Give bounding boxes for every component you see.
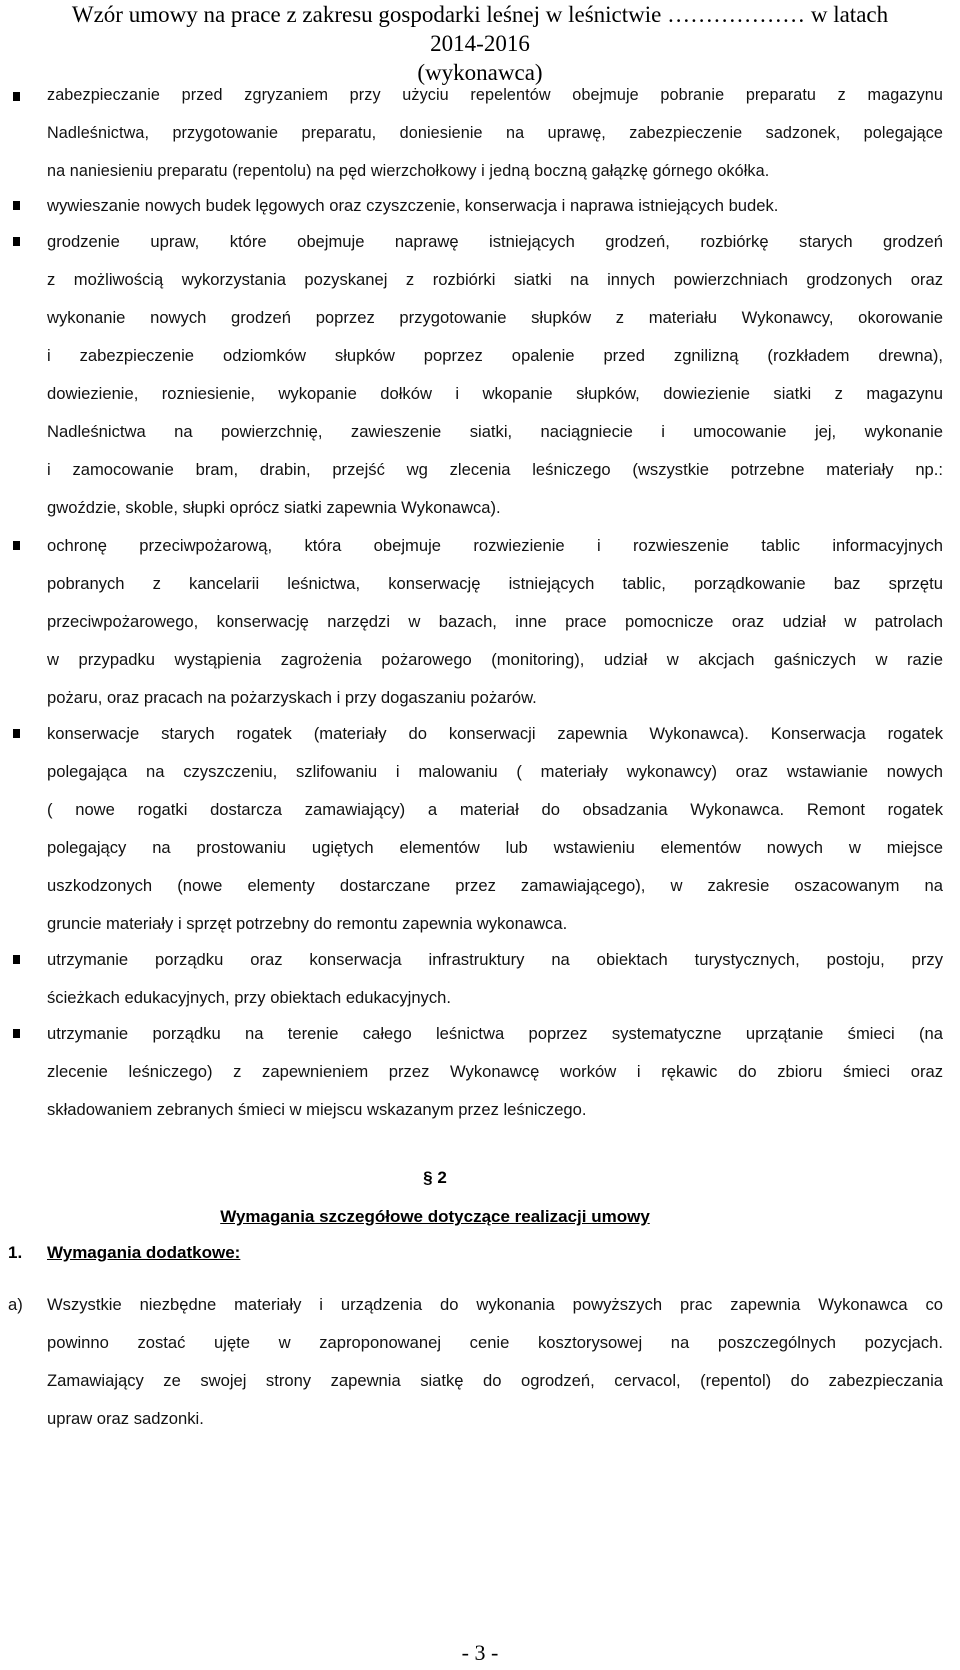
bullet-marker [13, 955, 20, 964]
list-item-line: w przypadku wystąpienia zagrożenia pożarowego (monitoring), udział w akcjach gaśniczych w razie [47, 650, 943, 669]
list-item-line: pożaru, oraz pracach na pożarzyskach i przy dogaszaniu pożarów. [47, 688, 537, 707]
bullet-marker [13, 541, 20, 550]
list-item-line: przeciwpożarowego, konserwację narzędzi w bazach, inne prace pomocnicze oraz udział w patrolach [47, 612, 943, 631]
bullet-marker [13, 729, 20, 738]
bullet-marker [13, 1029, 20, 1038]
list-item-line: gruncie materiały i sprzęt potrzebny do remontu zapewnia wykonawca. [47, 914, 568, 933]
item-line: Wszystkie niezbędne materiały i urządzenia do wykonania powyższych prac zapewnia Wykonawca co [47, 1295, 943, 1314]
list-item-line: z możliwością wykorzystania pozyskanej z rozbiórki siatki na innych powierzchniach grodzonych oraz [47, 270, 943, 289]
list-item-line: uszkodzonych (nowe elementy dostarczane przez zamawiającego), w zakresie oszacowanym na [47, 876, 943, 895]
list-item-line: zlecenie leśniczego) z zapewnieniem przez Wykonawcę worków i rękawic do zbioru śmieci oraz [47, 1062, 943, 1081]
list-item-line: utrzymanie porządku oraz konserwacja infrastruktury na obiektach turystycznych, postoju, przy [47, 950, 943, 969]
list-item-line: Nadleśnictwa, przygotowanie preparatu, doniesienie na uprawę, zabezpieczenie sadzonek, polegające [47, 124, 943, 142]
list-item-line: wywieszanie nowych budek lęgowych oraz czyszczenie, konserwacja i naprawa istniejących budek. [47, 196, 779, 215]
subsection-title: Wymagania dodatkowe: [47, 1243, 241, 1262]
list-item-line: Nadleśnictwa na powierzchnię, zawieszenie siatki, naciągniecie i umocowanie jej, wykonanie [47, 422, 943, 441]
bullet-marker [13, 92, 20, 101]
page-number: - 3 - [461, 1640, 499, 1665]
list-item-line: na naniesieniu preparatu (repentolu) na pęd wierzchołkowy i jedną boczną gałązkę górnego okółka. [47, 162, 770, 180]
list-item-line: składowaniem zebranych śmieci w miejscu wskazanym przez leśniczego. [47, 1100, 587, 1119]
list-item-line: utrzymanie porządku na terenie całego leśnictwa poprzez systematyczne uprzątanie śmieci (na [47, 1024, 943, 1043]
list-item-line: ścieżkach edukacyjnych, przy obiektach edukacyjnych. [47, 988, 451, 1007]
list-item-line: pobranych z kancelarii leśnictwa, konserwację istniejących tablic, porządkowanie baz sprzętu [47, 574, 943, 593]
list-item-line: zabezpieczanie przed zgryzaniem przy użyciu repelentów obejmuje pobranie preparatu z magazynu [47, 86, 943, 104]
list-item-line: ( nowe rogatki dostarcza zamawiający) a materiał do obsadzania Wykonawca. Remont rogatek [47, 800, 943, 819]
bullet-marker [13, 201, 20, 210]
item-marker: a) [8, 1295, 23, 1314]
list-item-line: ochronę przeciwpożarową, która obejmuje rozwiezienie i rozwieszenie tablic informacyjnych [47, 536, 943, 555]
header-party: (wykonawca) [417, 60, 543, 85]
subsection-number: 1. [8, 1243, 23, 1262]
list-item-line: konserwacje starych rogatek (materiały do konserwacji zapewnia Wykonawca). Konserwacja rogatek [47, 724, 943, 743]
header-years: 2014-2016 [430, 31, 530, 56]
header-title-line: Wzór umowy na prace z zakresu gospodarki leśnej w leśnictwie ……………… w latach [71, 2, 889, 27]
list-item-line: dowiezienie, rozniesienie, wykopanie dołków i wkopanie słupków, dowiezienie siatki z magazynu [47, 384, 943, 403]
list-item-line: grodzenie upraw, które obejmuje naprawę istniejących grodzeń, rozbiórkę starych grodzeń [47, 232, 943, 251]
section-title: Wymagania szczegółowe dotyczące realizacji umowy [220, 1207, 650, 1226]
list-item-line: polegająca na czyszczeniu, szlifowaniu i malowaniu ( materiały wykonawcy) oraz wstawianie nowych [47, 762, 943, 781]
list-item-line: wykonanie nowych grodzeń poprzez przygotowanie słupków z materiału Wykonawcy, okorowanie [47, 308, 943, 327]
list-item-line: i zamocowanie bram, drabin, przejść wg zlecenia leśniczego (wszystkie potrzebne materiały np.: [47, 460, 943, 479]
list-item-line: polegający na prostowaniu ugiętych elementów lub wstawieniu elementów nowych w miejsce [47, 838, 943, 857]
item-line: upraw oraz sadzonki. [47, 1409, 204, 1428]
item-line: Zamawiający ze swojej strony zapewnia siatkę do ogrodzeń, cervacol, (repentol) do zabezpieczania [47, 1371, 943, 1390]
list-item-line: gwoździe, skoble, słupki oprócz siatki zapewnia Wykonawca). [47, 498, 501, 517]
bullet-marker [13, 237, 20, 246]
section-number: § 2 [423, 1168, 447, 1187]
item-line: powinno zostać ujęte w zaproponowanej cenie kosztorysowej na poszczególnych pozycjach. [47, 1333, 943, 1352]
list-item-line: i zabezpieczenie odziomków słupków poprzez opalenie przed zgnilizną (rozkładem drewna), [47, 346, 943, 365]
